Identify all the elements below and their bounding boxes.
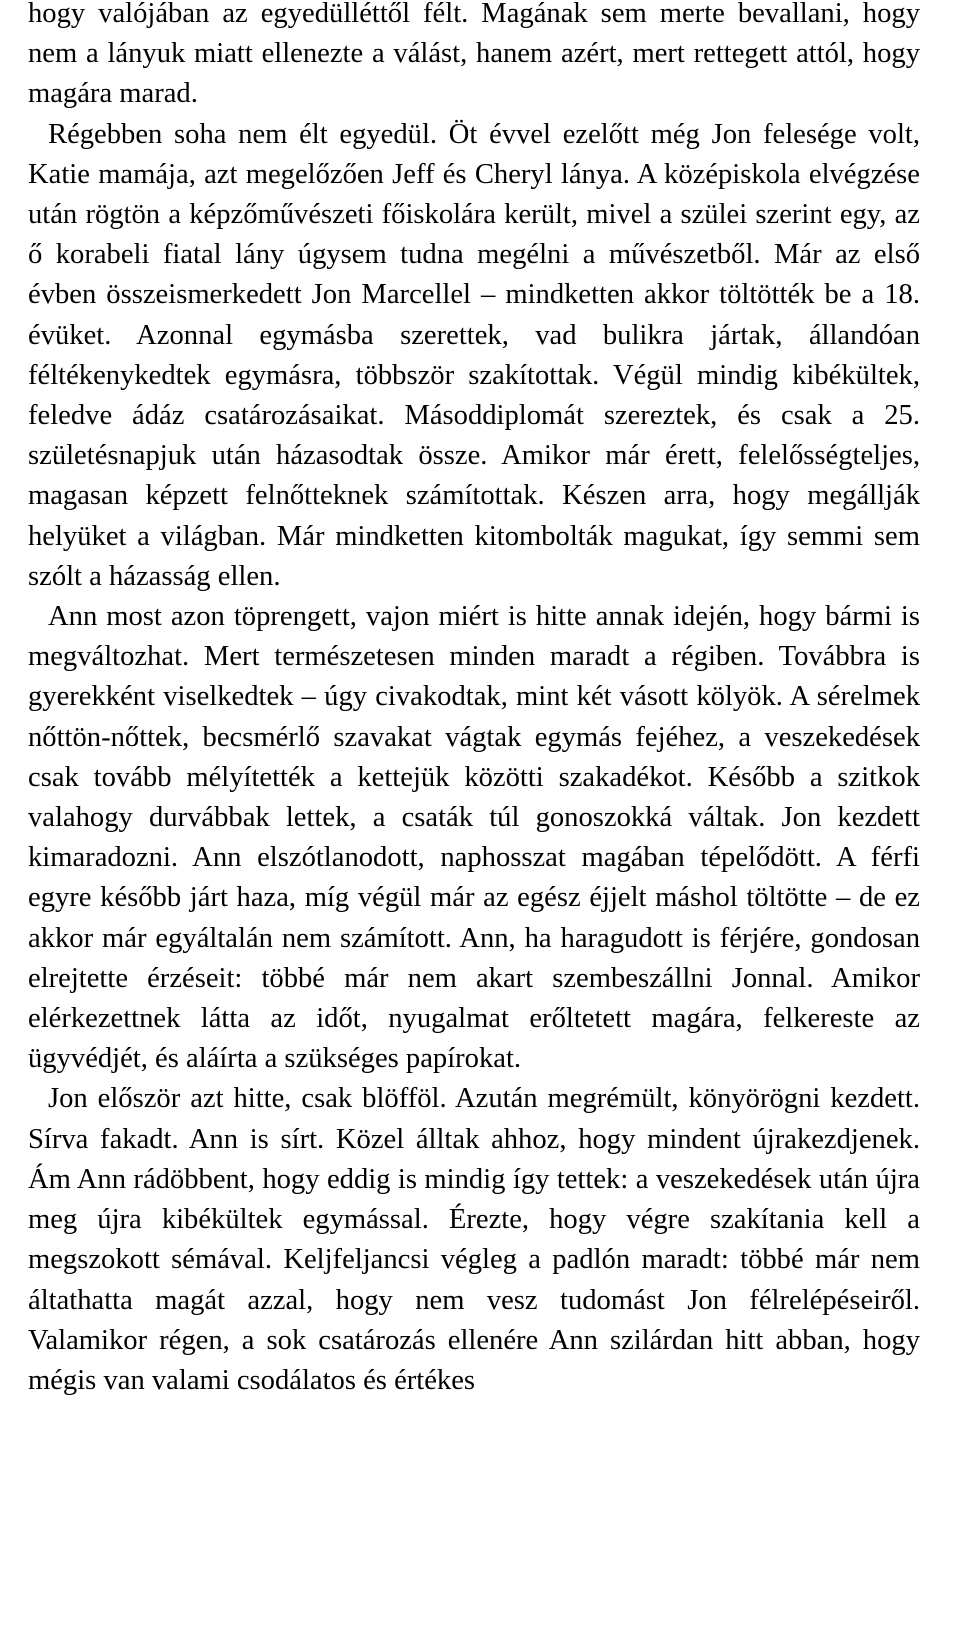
paragraph-3: Ann most azon töprengett, vajon miért is hitte annak idején, hogy bármi is megváltozhat. Mert természetesen minden maradt a régiben. Továbbra is gyerekként viselkedtek – úgy civakodtak, mint két vásott kölyök. A sérelmek nőttön-nőttek, becsmérlő szavakat vágtak egymás fejéhez, a veszekedések csak tovább mélyítették a kettejük közötti szakadékot. Később a szitkok valahogy durvábbak lettek, a csaták túl gonoszokká váltak. Jon kezdett kimaradozni. Ann elszótlanodott, naphosszat magában tépelődött. A férfi egyre később járt haza, míg végül már az egész éjjelt máshol töltötte – de ez akkor már egyáltalán nem számított. Ann, ha haragudott is férjére, gondosan elrejtette érzéseit: többé már nem akart szembeszállni Jonnal. Amikor elérkezettnek látta az időt, nyugalmat erőltetett magára, felkereste az ügyvédjét, és aláírta a szükséges papírokat.	[28, 601, 920, 1075]
paragraph-4: Jon először azt hitte, csak blöfföl. Azután megrémült, könyörögni kezdett. Sírva fakadt. Ann is sírt. Közel álltak ahhoz, hogy mindent újrakezdjenek. Ám Ann rádöbbent, hogy eddig is mindig így tettek: a veszekedések után újra meg újra kibékültek egymással. Érezte, hogy végre szakítania kell a megszokott sémával. Keljfeljancsi végleg a padlón maradt: többé már nem áltathatta magát azzal, hogy nem vesz tudomást Jon félrelépéseiről. Valamikor régen, a sok csatározás ellenére Ann szilárdan hitt abban, hogy mégis van valami csodálatos és értékes	[28, 1083, 920, 1396]
paragraph-1: hogy valójában az egyedülléttől félt. Magának sem merte bevallani, hogy nem a lányuk miatt ellenezte a válást, hanem azért, mert rettegett attól, hogy magára marad.	[28, 0, 920, 110]
paragraph-2: Régebben soha nem élt egyedül. Öt évvel ezelőtt még Jon felesége volt, Katie mamája, azt megelőzően Jeff és Cheryl lánya. A középiskola elvégzése után rögtön a képzőművészeti főiskolára került, mivel a szülei szerint egy, az ő korabeli fiatal lány úgysem tudna megélni a művészetből. Már az első évben összeismerkedett Jon Marcellel – mindketten akkor töltötték be a 18. évüket. Azonnal egymásba szerettek, vad bulikra jártak, állandóan féltékenykedtek egymásra, többször szakítottak. Végül mindig kibékültek, feledve ádáz csatározásaikat. Másoddiplomát szereztek, és csak a 25. születésnapjuk után házasodtak össze. Amikor már érett, felelősségteljes, magasan képzett felnőtteknek számítottak. Készen arra, hogy megállják helyüket a világban. Már mindketten kitombolták magukat, így semmi sem szólt a házasság ellen.	[28, 118, 920, 592]
